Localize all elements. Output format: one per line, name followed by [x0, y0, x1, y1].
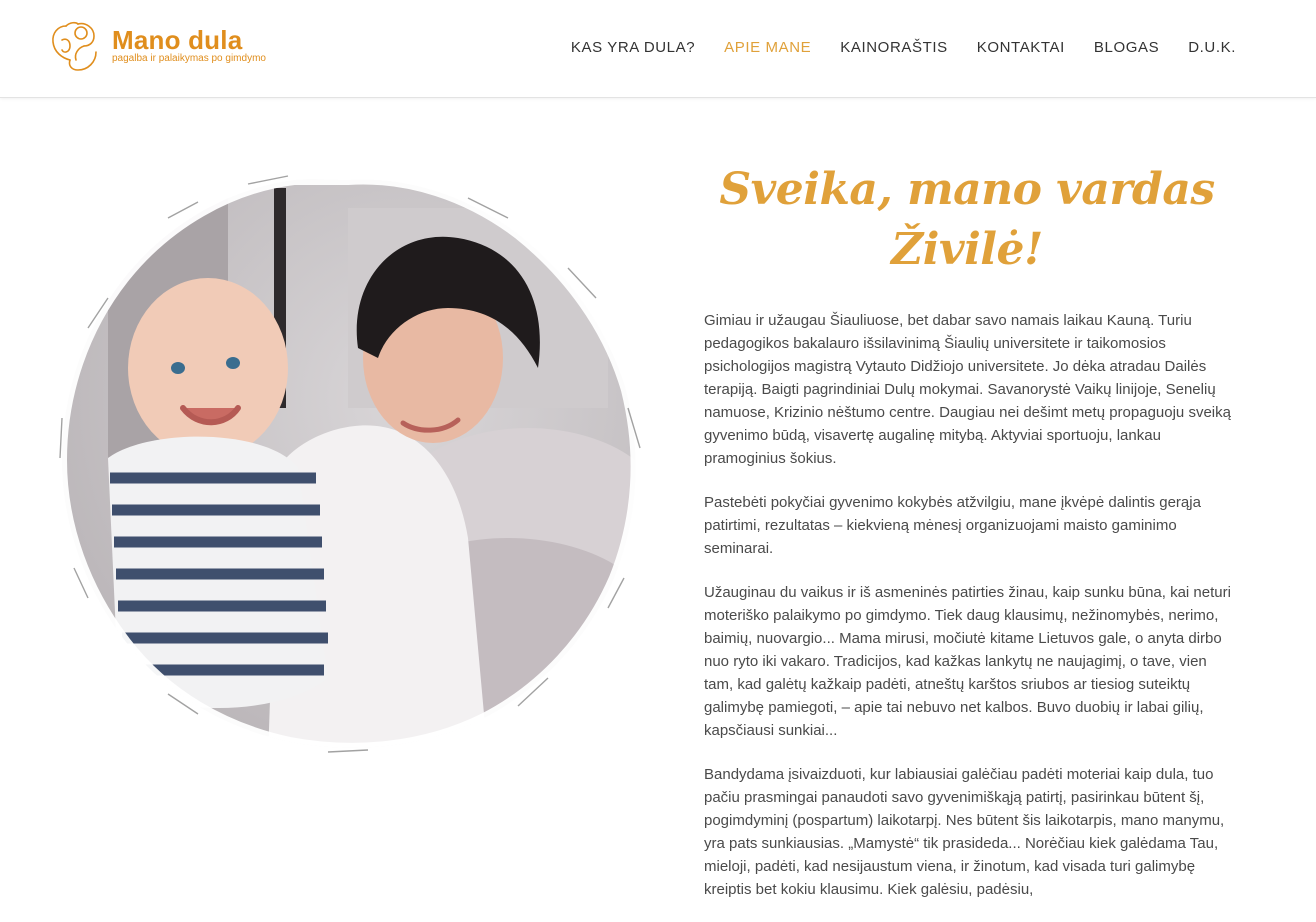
about-content [704, 160, 1234, 922]
nav-item-kainorastis[interactable]: KAINORAŠTIS [840, 39, 948, 56]
bio-paragraph-3: Užauginau du vaikus ir iš asmeninės patirties žinau, kaip sunku būna, kai neturi moteriško palaikymo po gimdymo. Tiek daug klausimų, nežinomybės, nerimo, baimių, nuovargio... Mama mirusi, močiutė kitame Lietuvos gale, o anyta dirbo nuo ryto iki vakaro. Tradicijos, kad kažkas lankytų ne naujagimį, o tave, vien tam, kad galėtų kažkaip padėti, atneštų karštos sriubos ar tiesiog suteiktų galimybę pamiegoti, – apie tai nebuvo net kalbos. Buvo duobių ir labai gilių, kapsčiausi sunkiai... [704, 584, 1231, 739]
bio-paragraph-1: Gimiau ir užaugau Šiauliuose, bet dabar savo namais laikau Kauną. Turiu pedagogikos bakalauro išsilavinimą Šiaulių universitete ir taikomosios psichologijos magistrą Vytauto Didžiojo universitete. Jo dėka atradau Dailės terapiją. Baigti pagrindiniai Dulų mokymai. Savanorystė Vaikų linijoje, Senelių namuose, Krizinio nėštumo centre. Daugiau nei dešimt metų propaguoju sveiką gyvenimo būdą, visavertę augalinę mitybą. Aktyviai sportuoju, lankau pramoginius šokius. [704, 312, 1231, 467]
bio-paragraphs [704, 309, 1234, 901]
nav-item-kontaktai[interactable]: KONTAKTAI [976, 39, 1065, 56]
nav-item-blogas[interactable]: BLOGAS [1093, 39, 1160, 56]
nav-item-apie-mane[interactable]: APIE MANE [724, 39, 812, 56]
logo-link[interactable] [48, 18, 266, 72]
brand-subtitle: pagalba ir palaikymas po gimdymo [112, 53, 266, 64]
bio-paragraph-2: Pastebėti pokyčiai gyvenimo kokybės atžvilgiu, mane įkvėpė dalintis gerąja patirtimi, rezultatas – kiekvieną mėnesį organizuojami maisto gaminimo seminarai. [704, 494, 1201, 557]
site-header [0, 0, 1316, 98]
nav-item-kas-yra-dula[interactable]: KAS YRA DULA? [570, 39, 696, 56]
main-nav [542, 38, 1236, 58]
brand-title: Mano dula [112, 25, 243, 55]
mother-child-logo-icon [48, 18, 102, 72]
bio-paragraph-4: Bandydama įsivaizduoti, kur labiausiai galėčiau padėti moteriai kaip dula, tuo pačiu prasmingai panaudoti savo gyvenimiškąją patirtį, pasirinkau būtent šį, pogimdyminį (pospartum) laikotarpį. Nes būtent šis laikotarpis, mano manymu, yra pats sunkiausias. „Mamystė“ tik prasideda... Norėčiau kiek galėdama Tau, mieloji, padėti, kad nesijaustum viena, ir žinotum, kad visada turi galimybę kreiptis bet kokiu klausimu. Kiek galėsiu, padėsiu, [704, 766, 1225, 898]
portrait-photo-illustration [48, 158, 648, 758]
portrait-photo [48, 158, 648, 758]
page-title: Sveika, mano vardas Živilė! [719, 164, 1215, 275]
nav-item-duk[interactable]: D.U.K. [1188, 39, 1236, 56]
